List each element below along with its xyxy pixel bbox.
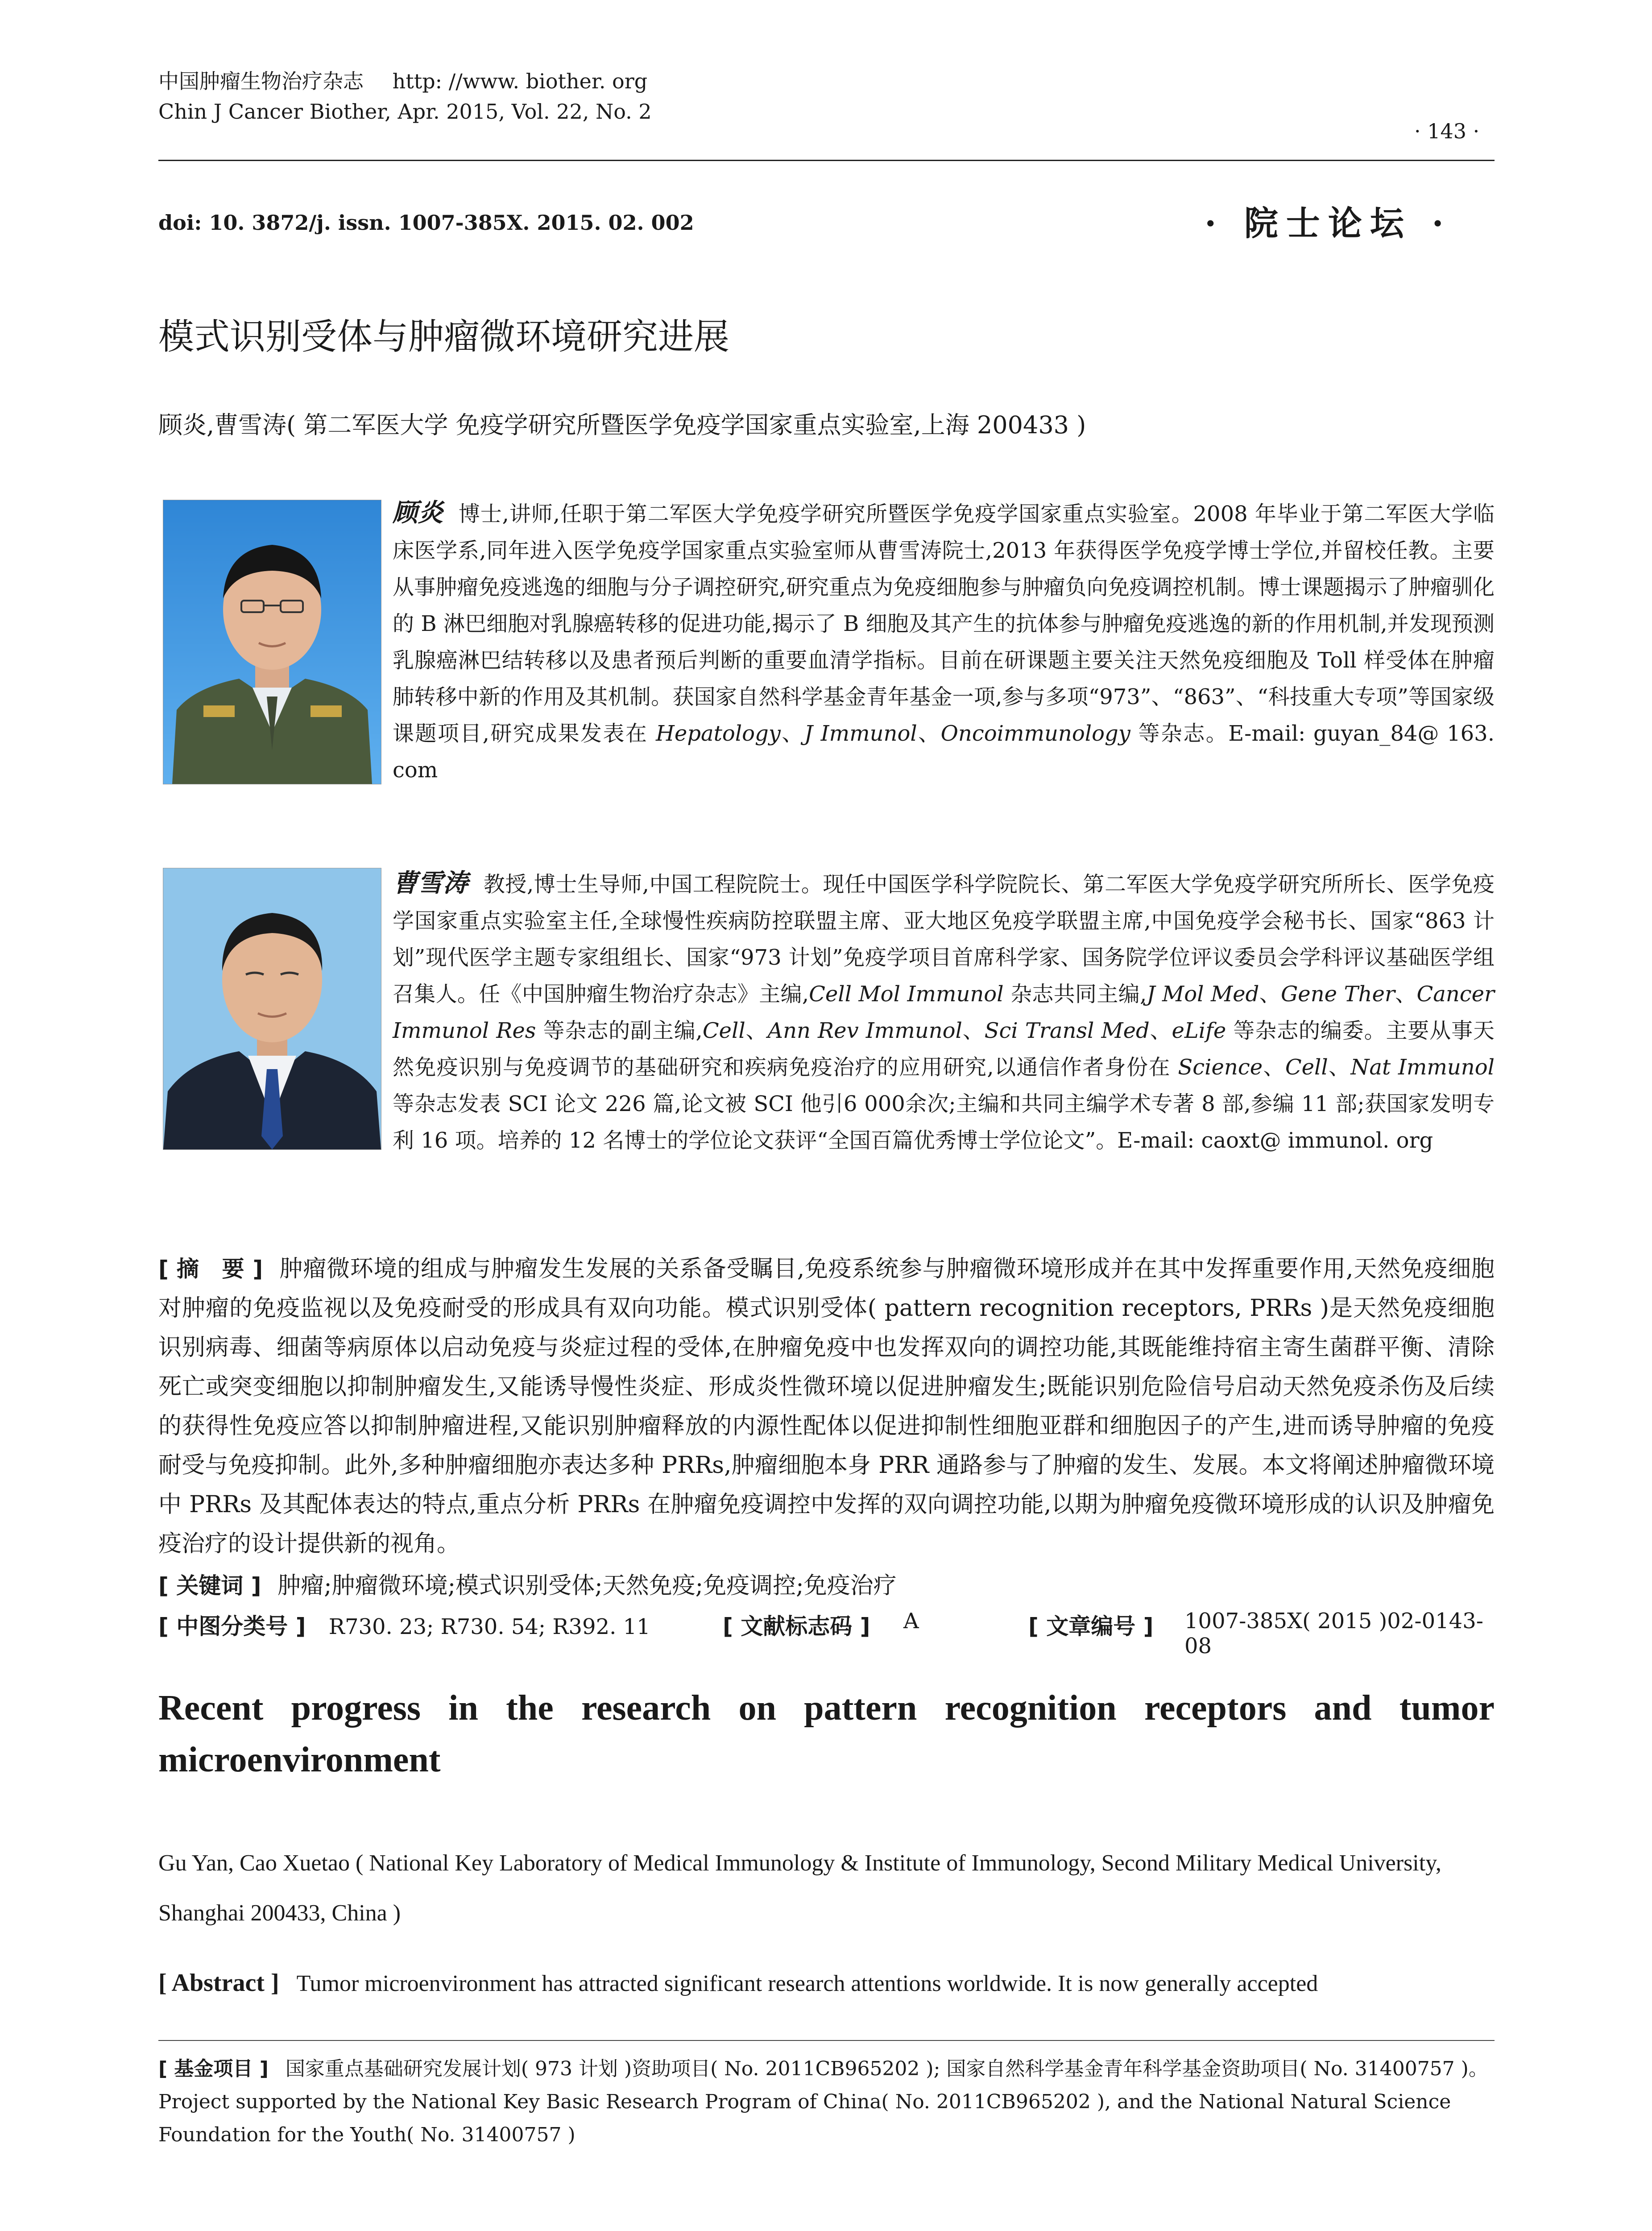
bio-text: 教授,博士生导师,中国工程院院士。现任中国医学科学院院长、第二军医大学免疫学研究所所长、医学免疫学国家重点实验室主任,全球慢性疾病防控联盟主席、亚大地区免疫学联盟主席,中国免疫学会秘书长、国家“863 计划”现代医学主题专家组组长、国家“973 计划”免疫学项目首席科学家、国务院学位评议委员会学科评议基础医学组召集人。任《中国肿瘤生物治疗杂志》主编,: [393, 872, 1495, 1007]
running-header: [158, 67, 652, 126]
journal-citation: Chin J Cancer Biother, Apr. 2015, Vol. 22, No. 2: [158, 100, 652, 124]
journal-name: Oncoimmunology: [940, 721, 1130, 746]
journal-name: Cancer Immunol Res: [393, 982, 1495, 1043]
separator: 、: [1149, 1018, 1172, 1043]
clc-label: [ 中图分类号 ]: [158, 1613, 306, 1639]
abstract-en-text: Tumor microenvironment has attracted significant research attentions worldwide. It is now generally accepted: [296, 1971, 1318, 1996]
separator: 、: [1395, 982, 1417, 1007]
separator: 、: [917, 721, 941, 746]
page-number: · 143 ·: [1414, 119, 1480, 143]
journal-name: Cell: [702, 1018, 745, 1043]
doi: doi: 10. 3872/j. issn. 1007-385X. 2015. 02. 002: [158, 211, 694, 235]
author-photo-cao-xuetao: [163, 868, 381, 1150]
abstract-cn-text: 肿瘤微环境的组成与肿瘤发生发展的关系备受瞩目,免疫系统参与肿瘤微环境形成并在其中发挥重要作用,天然免疫细胞对肿瘤的免疫监视以及免疫耐受的形成具有双向功能。模式识别受体( pattern recognition receptors, PRRs )是天然免疫细胞识别病毒、细菌等病原体以启动免疫与炎症过程的受体,在肿瘤免疫中也发挥双向的调控功能,其既能维持宿主寄生菌群平衡、清除死亡或突变细胞以抑制肿瘤发生,又能诱导慢性炎症、形成炎性微环境以促进肿瘤发生;既能识别危险信号启动天然免疫杀伤及后续的获得性免疫应答以抑制肿瘤进程,又能识别肿瘤释放的内源性配体以促进抑制性细胞亚群和细胞因子的产生,进而诱导肿瘤的免疫耐受与免疫抑制。此外,多种肿瘤细胞亦表达多种 PRRs,肿瘤细胞本身 PRR 通路参与了肿瘤的发生、发展。本文将阐述肿瘤微环境中 PRRs 及其配体表达的特点,重点分析 PRRs 在肿瘤免疫调控中发挥的双向调控功能,以期为肿瘤免疫微环境形成的认识及肿瘤免疫治疗的设计提供新的视角。: [158, 1256, 1495, 1557]
bio-text: 等杂志的副主编,: [536, 1018, 703, 1043]
article-number-value: 1007-385X( 2015 )02-0143-08: [1184, 1609, 1483, 1659]
journal-line: [158, 67, 652, 95]
journal-name: Cell Mol Immunol: [809, 982, 1004, 1007]
keywords-label: [ 关键词 ]: [158, 1573, 261, 1599]
journal-name: J Mol Med: [1147, 982, 1259, 1007]
portrait-military-uniform: [163, 500, 381, 784]
author-name: 顾炎: [393, 498, 443, 527]
separator: 、: [1263, 1055, 1285, 1080]
portrait-suit: [163, 868, 381, 1149]
column-label: · 院士论坛 ·: [1205, 203, 1452, 243]
separator: 、: [745, 1018, 768, 1043]
author-bio-cao-xuetao: [393, 865, 1495, 1159]
abstract-en: [158, 1969, 1495, 1997]
doc-code-label: [ 文献标志码 ]: [723, 1613, 870, 1639]
author-bio-gu-yan: [393, 494, 1495, 788]
abstract-cn: [158, 1249, 1495, 1563]
separator: 、: [780, 721, 804, 746]
bio-text: 等杂志的编委。主要从事天然免疫识别与免疫调节的基础研究和疾病免疫治疗的应用研究,以通信作者身份在: [393, 1018, 1495, 1080]
header-rule: [158, 160, 1495, 161]
funding-label: [ 基金项目 ]: [158, 2057, 269, 2080]
doc-code-value: A: [903, 1609, 919, 1634]
abstract-cn-label: [ 摘 要 ]: [158, 1256, 263, 1282]
journal-name: Gene Ther: [1280, 982, 1395, 1007]
journal-name-cn: 中国肿瘤生物治疗杂志: [158, 69, 364, 93]
journal-name: eLife: [1172, 1018, 1226, 1043]
keywords-text: 肿瘤;肿瘤微环境;模式识别受体;天然免疫;免疫调控;免疫治疗: [277, 1572, 897, 1599]
separator: 、: [962, 1018, 985, 1043]
funding-text: 国家重点基础研究发展计划( 973 计划 )资助项目( No. 2011CB965202 ); 国家自然科学基金青年科学基金资助项目( No. 31400757 )。Project supported by the National Key Basic Research Program of China( No. 2011CB965202 ), and the National Natural Science Foundation for the Youth( No. 31400757 ): [158, 2057, 1488, 2146]
abstract-en-label: [ Abstract ]: [158, 1969, 279, 1997]
footnote-rule: [158, 2040, 1495, 2041]
keywords: [158, 1566, 1495, 1605]
authors-en: Gu Yan, Cao Xuetao ( National Key Laboratory of Medical Immunology & Institute of Immunology, Second Military Medical University, Shanghai 200433, China ): [158, 1850, 1441, 1926]
article-title-cn: 模式识别受体与肿瘤微环境研究进展: [158, 316, 729, 357]
article-title-en: Recent progress in the research on pattern recognition receptors and tumor microenvironment: [158, 1688, 1495, 1779]
journal-name: J Immunol: [804, 721, 917, 746]
journal-name: Hepatology: [656, 721, 781, 746]
author-name: 曹雪涛: [393, 868, 468, 898]
journal-name: Science: [1178, 1055, 1263, 1080]
clc-value: R730. 23; R730. 54; R392. 11: [328, 1614, 650, 1639]
bio-text: 杂志共同主编,: [1003, 982, 1147, 1007]
journal-url: http: //www. biother. org: [392, 69, 648, 93]
article-number-label: [ 文章编号 ]: [1028, 1613, 1154, 1639]
separator: 、: [1259, 982, 1281, 1007]
journal-name: Cell: [1285, 1055, 1328, 1080]
journal-name: Sci Transl Med: [984, 1018, 1150, 1043]
authors-cn: 顾炎,曹雪涛( 第二军医大学 免疫学研究所暨医学免疫学国家重点实验室,上海 200433 ): [158, 411, 1086, 439]
bio-text: 等杂志发表 SCI 论文 226 篇,论文被 SCI 他引6 000余次;主编和共同主编学术专著 8 部,参编 11 部;获国家发明专利 16 项。培养的 12 名博士的学位论文获评“全国百篇优秀博士学位论文”。E-mail: caoxt@ immunol. org: [393, 1091, 1495, 1153]
bio-text: 博士,讲师,任职于第二军医大学免疫学研究所暨医学免疫学国家重点实验室。2008 年毕业于第二军医大学临床医学系,同年进入医学免疫学国家重点实验室师从曹雪涛院士,2013 年获得医学免疫学博士学位,并留校任教。主要从事肿瘤免疫逃逸的细胞与分子调控研究,研究重点为免疫细胞参与肿瘤负向免疫调控机制。博士课题揭示了肿瘤驯化的 B 淋巴细胞对乳腺癌转移的促进功能,揭示了 B 细胞及其产生的抗体参与肿瘤免疫逃逸的新的作用机制,并发现预测乳腺癌淋巴结转移以及患者预后判断的重要血清学指标。目前在研课题主要关注天然免疫细胞及 Toll 样受体在肿瘤肺转移中新的作用及其机制。获国家自然科学基金青年基金一项,参与多项“973”、“863”、“科技重大专项”等国家级课题项目,研究成果发表在: [393, 502, 1495, 746]
journal-name: Ann Rev Immunol: [767, 1018, 962, 1043]
funding-footnote: [158, 2053, 1495, 2152]
bio-text: 等杂志。E-mail: guyan_84@ 163. com: [393, 721, 1495, 783]
separator: 、: [1328, 1055, 1351, 1080]
author-photo-gu-yan: [163, 500, 381, 784]
journal-name: Nat Immunol: [1350, 1055, 1495, 1080]
classification-line: [158, 1609, 1495, 1659]
